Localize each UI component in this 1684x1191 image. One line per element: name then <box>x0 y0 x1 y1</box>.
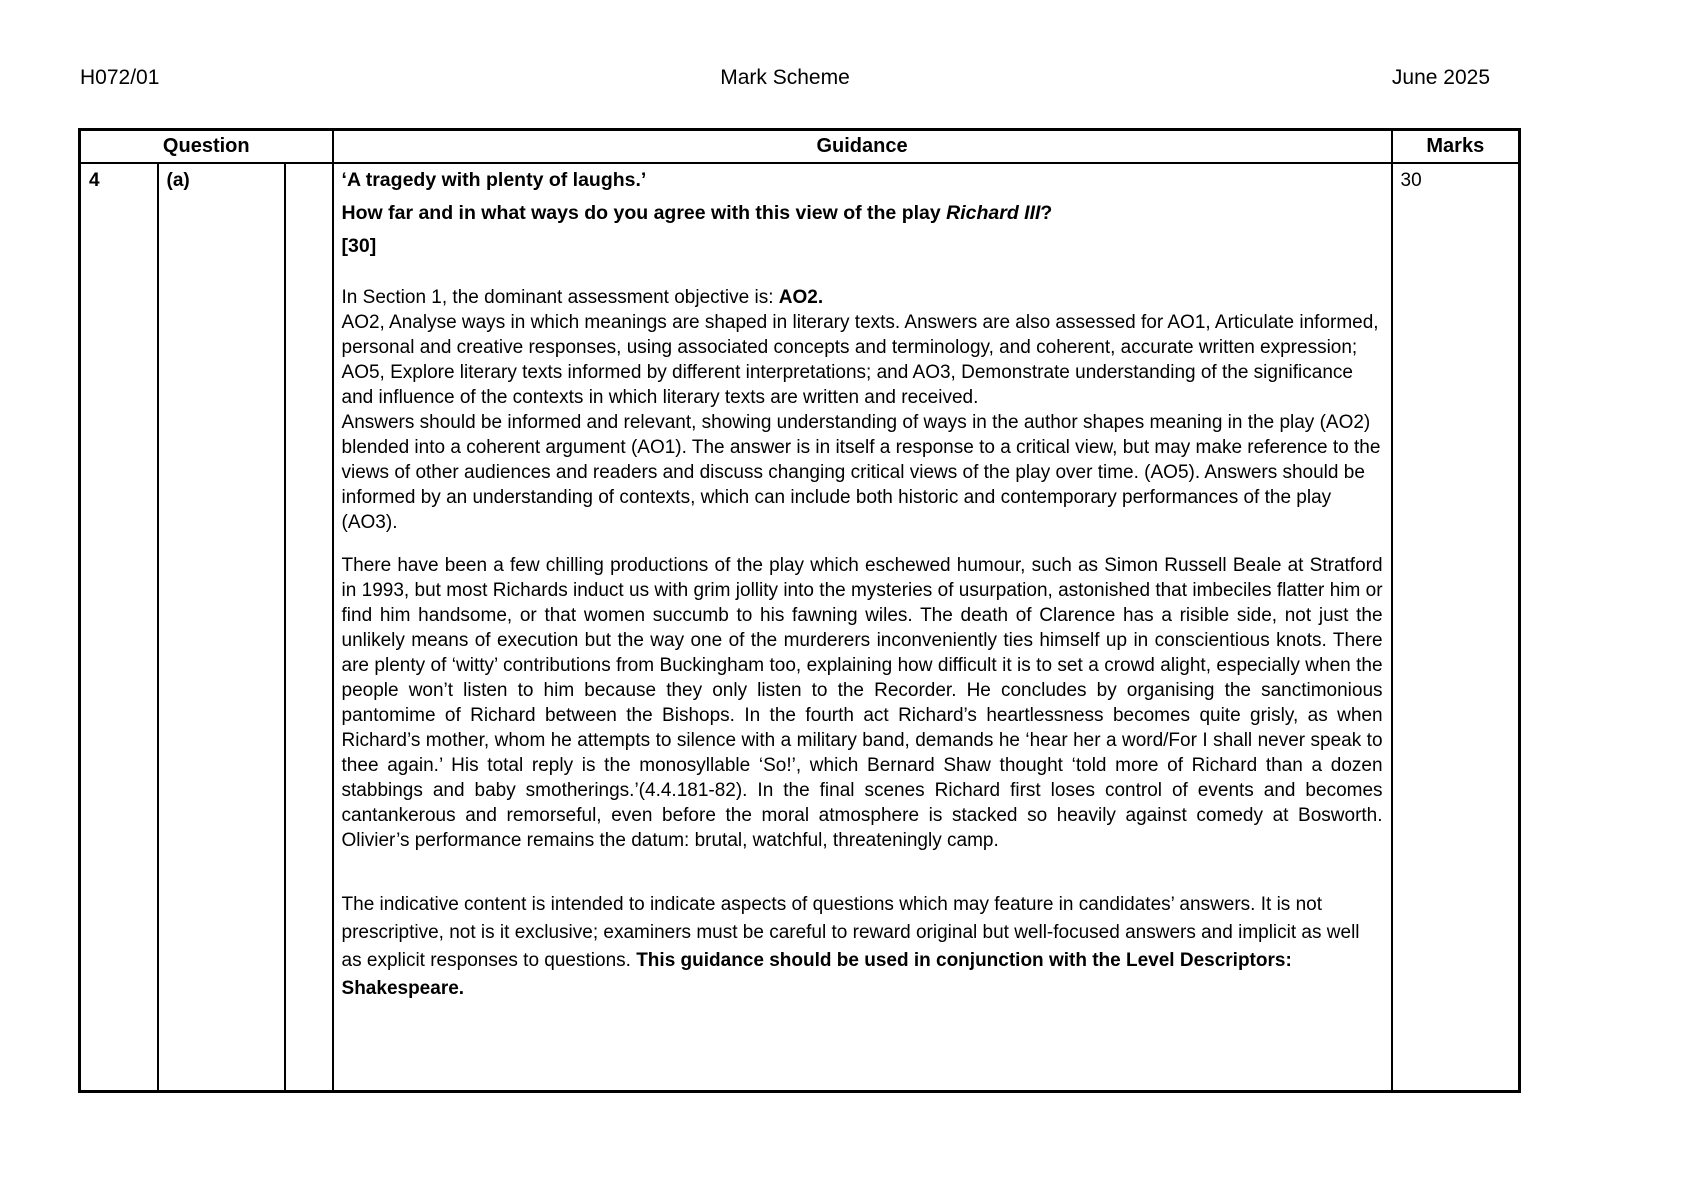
play-title: Richard III <box>946 202 1041 224</box>
question-number-cell: 4 <box>80 163 158 1091</box>
question-stem-suffix: ? <box>1040 202 1053 224</box>
table-row <box>80 163 1520 1091</box>
ao-answers-paragraph: Answers should be informed and relevant, showing understanding of ways in the author shapes meaning in the play (AO2) blended into a coherent argument (AO1). The answer is in itself a response to a critical view, but may make reference to the views of other audiences and readers and discuss changing critical views of the play over time. (AO5). Answers should be informed by an understanding of contexts, which can include both historic and contemporary performances of the play (AO3). <box>341 412 1381 533</box>
commentary-paragraph: There have been a few chilling productions of the play which eschewed humour, such as Simon Russell Beale at Stratford in 1993, but most Richards induct us with grim jollity into the mysteries of usurpation, astonished that imbeciles flatter him or find him handsome, or that women succumb to his fawning wiles. The death of Clarence has a risible side, not just the unlikely means of execution but the way one of the murderers inconveniently ties himself up in conscientious knots. There are plenty of ‘witty’ contributions from Buckingham too, explaining how difficult it is to set a crowd alight, especially when the people won’t listen to him because they only listen to the Recorder. He concludes by organising the sanctimonious pantomime of Richard between the Bishops. In the fourth act Richard’s heartlessness becomes quite grisly, as when Richard’s mother, whom he attempts to silence with a military band, demands he ‘hear her a word/For I shall never speak to thee again.’ His total reply is the monosyllable ‘So!’, which Bernard Shaw thought ‘told more of Richard than a dozen stabbings and baby smotherings.’(4.4.181-82). In the final scenes Richard first loses control of events and becomes cantankerous and remorseful, even before the moral atmosphere is stacked so heavily against comedy at Bosworth. Olivier’s performance remains the datum: brutal, watchful, threateningly camp. <box>341 555 1383 851</box>
table-header-row <box>80 130 1520 164</box>
document-header <box>80 66 1490 94</box>
column-header-question: Question <box>80 130 333 164</box>
question-stem <box>342 201 1383 226</box>
column-header-guidance: Guidance <box>333 130 1392 164</box>
document-title: Mark Scheme <box>720 66 850 89</box>
ao-intro-paragraph <box>342 285 1383 310</box>
ao-detail-paragraph: AO2, Analyse ways in which meanings are shaped in literary texts. Answers are also assessed for AO1, Articulate informed, personal and creative responses, using associated concepts and terminology, and coherent, accurate written expression; AO5, Explore literary texts informed by different interpretations; and AO3, Demonstrate understanding of the significance and influence of the contexts in which literary texts are written and received. <box>341 312 1379 408</box>
question-heading <box>342 168 1383 259</box>
ao-intro-text: In Section 1, the dominant assessment objective is: <box>341 287 779 308</box>
column-header-marks: Marks <box>1392 130 1520 164</box>
document-date: June 2025 <box>1391 66 1490 89</box>
paper-code: H072/01 <box>80 66 160 89</box>
question-subpart-cell <box>285 163 333 1091</box>
question-stem-text: How far and in what ways do you agree with this view of the play <box>341 202 947 224</box>
marks-cell: 30 <box>1392 163 1520 1091</box>
mark-scheme-table <box>78 128 1521 1093</box>
indicative-content-paragraph <box>342 891 1383 1003</box>
guidance-cell <box>333 163 1392 1091</box>
question-part-cell: (a) <box>158 163 285 1091</box>
indicative-text: The indicative content is intended to indicate aspects of questions which may feature in candidates’ answers. It is not prescriptive, not is it exclusive; examiners must be careful to reward original but well-focused answers and implicit as well as explicit responses to questions. <box>341 894 1360 971</box>
indicative-bold: This guidance should be used in conjunction with the Level Descriptors: Shakespeare. <box>341 950 1292 999</box>
question-quote: ‘A tragedy with plenty of laughs.’ <box>341 169 647 191</box>
ao-intro-bold: AO2. <box>778 287 824 308</box>
marks-tag: [30] <box>341 235 377 257</box>
